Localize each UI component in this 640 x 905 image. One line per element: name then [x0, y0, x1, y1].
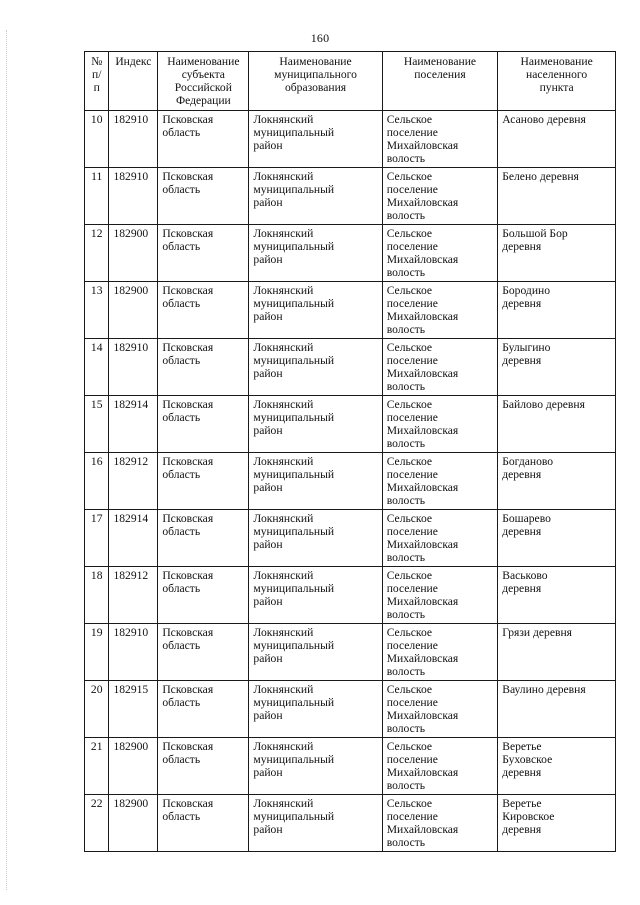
cell-locality: Бородино деревня	[498, 282, 616, 339]
cell-municipality: Локнянский муниципальный район	[249, 282, 382, 339]
cell-locality: Богданово деревня	[498, 453, 616, 510]
cell-subject: Псковская область	[158, 510, 249, 567]
cell-subject: Псковская область	[158, 168, 249, 225]
cell-subject: Псковская область	[158, 111, 249, 168]
cell-index: 182900	[109, 795, 158, 852]
header-municipality: Наименование муниципального образования	[249, 52, 382, 111]
cell-index: 182900	[109, 738, 158, 795]
cell-locality: Веретье Кировское деревня	[498, 795, 616, 852]
table-row	[85, 339, 616, 396]
table-row	[85, 453, 616, 510]
cell-index: 182912	[109, 453, 158, 510]
cell-number: 18	[85, 567, 109, 624]
cell-index: 182912	[109, 567, 158, 624]
scan-edge-mark	[6, 30, 8, 890]
table-row	[85, 681, 616, 738]
cell-number: 10	[85, 111, 109, 168]
cell-locality: Булыгино деревня	[498, 339, 616, 396]
table-row	[85, 510, 616, 567]
cell-index: 182900	[109, 282, 158, 339]
table-header-row	[85, 52, 616, 111]
cell-municipality: Локнянский муниципальный район	[249, 738, 382, 795]
cell-settlement: Сельское поселение Михайловская волость	[382, 111, 498, 168]
cell-subject: Псковская область	[158, 453, 249, 510]
table-row	[85, 795, 616, 852]
cell-index: 182910	[109, 339, 158, 396]
cell-settlement: Сельское поселение Михайловская волость	[382, 168, 498, 225]
cell-subject: Псковская область	[158, 795, 249, 852]
page-number: 160	[310, 31, 330, 45]
cell-number: 15	[85, 396, 109, 453]
cell-locality: Бошарево деревня	[498, 510, 616, 567]
cell-number: 21	[85, 738, 109, 795]
cell-settlement: Сельское поселение Михайловская волость	[382, 681, 498, 738]
cell-municipality: Локнянский муниципальный район	[249, 396, 382, 453]
header-subject: Наименование субъекта Российской Федерации	[158, 52, 249, 111]
table-row	[85, 282, 616, 339]
cell-locality: Асаново деревня	[498, 111, 616, 168]
cell-municipality: Локнянский муниципальный район	[249, 168, 382, 225]
cell-locality: Байлово деревня	[498, 396, 616, 453]
cell-subject: Псковская область	[158, 339, 249, 396]
cell-number: 11	[85, 168, 109, 225]
cell-subject: Псковская область	[158, 624, 249, 681]
cell-settlement: Сельское поселение Михайловская волость	[382, 567, 498, 624]
table-row	[85, 111, 616, 168]
cell-settlement: Сельское поселение Михайловская волость	[382, 396, 498, 453]
header-settlement: Наименование поселения	[382, 52, 498, 111]
cell-locality: Веретье Буховское деревня	[498, 738, 616, 795]
cell-number: 19	[85, 624, 109, 681]
cell-locality: Белено деревня	[498, 168, 616, 225]
cell-index: 182910	[109, 111, 158, 168]
cell-number: 22	[85, 795, 109, 852]
table-row	[85, 567, 616, 624]
cell-index: 182900	[109, 225, 158, 282]
cell-locality: Васьково деревня	[498, 567, 616, 624]
cell-settlement: Сельское поселение Михайловская волость	[382, 225, 498, 282]
cell-number: 13	[85, 282, 109, 339]
table-row	[85, 624, 616, 681]
cell-municipality: Локнянский муниципальный район	[249, 225, 382, 282]
cell-subject: Псковская область	[158, 282, 249, 339]
cell-municipality: Локнянский муниципальный район	[249, 510, 382, 567]
cell-municipality: Локнянский муниципальный район	[249, 624, 382, 681]
cell-settlement: Сельское поселение Михайловская волость	[382, 282, 498, 339]
cell-locality: Большой Бор деревня	[498, 225, 616, 282]
cell-index: 182914	[109, 510, 158, 567]
cell-settlement: Сельское поселение Михайловская волость	[382, 624, 498, 681]
cell-subject: Псковская область	[158, 225, 249, 282]
header-index: Индекс	[109, 52, 158, 111]
cell-number: 14	[85, 339, 109, 396]
table-row	[85, 738, 616, 795]
table-row	[85, 396, 616, 453]
header-number: № п/п	[85, 52, 109, 111]
cell-municipality: Локнянский муниципальный район	[249, 339, 382, 396]
cell-subject: Псковская область	[158, 396, 249, 453]
cell-municipality: Локнянский муниципальный район	[249, 111, 382, 168]
cell-municipality: Локнянский муниципальный район	[249, 453, 382, 510]
cell-index: 182914	[109, 396, 158, 453]
cell-number: 20	[85, 681, 109, 738]
cell-locality: Ваулино деревня	[498, 681, 616, 738]
cell-number: 16	[85, 453, 109, 510]
cell-index: 182910	[109, 624, 158, 681]
cell-settlement: Сельское поселение Михайловская волость	[382, 738, 498, 795]
table-row	[85, 225, 616, 282]
header-locality: Наименование населенного пункта	[498, 52, 616, 111]
cell-subject: Псковская область	[158, 567, 249, 624]
cell-subject: Псковская область	[158, 681, 249, 738]
cell-municipality: Локнянский муниципальный район	[249, 795, 382, 852]
cell-settlement: Сельское поселение Михайловская волость	[382, 795, 498, 852]
cell-number: 12	[85, 225, 109, 282]
cell-settlement: Сельское поселение Михайловская волость	[382, 453, 498, 510]
localities-table	[84, 51, 616, 852]
cell-locality: Грязи деревня	[498, 624, 616, 681]
cell-subject: Псковская область	[158, 738, 249, 795]
cell-index: 182915	[109, 681, 158, 738]
cell-municipality: Локнянский муниципальный район	[249, 567, 382, 624]
table-row	[85, 168, 616, 225]
cell-index: 182910	[109, 168, 158, 225]
cell-settlement: Сельское поселение Михайловская волость	[382, 339, 498, 396]
cell-municipality: Локнянский муниципальный район	[249, 681, 382, 738]
cell-settlement: Сельское поселение Михайловская волость	[382, 510, 498, 567]
cell-number: 17	[85, 510, 109, 567]
